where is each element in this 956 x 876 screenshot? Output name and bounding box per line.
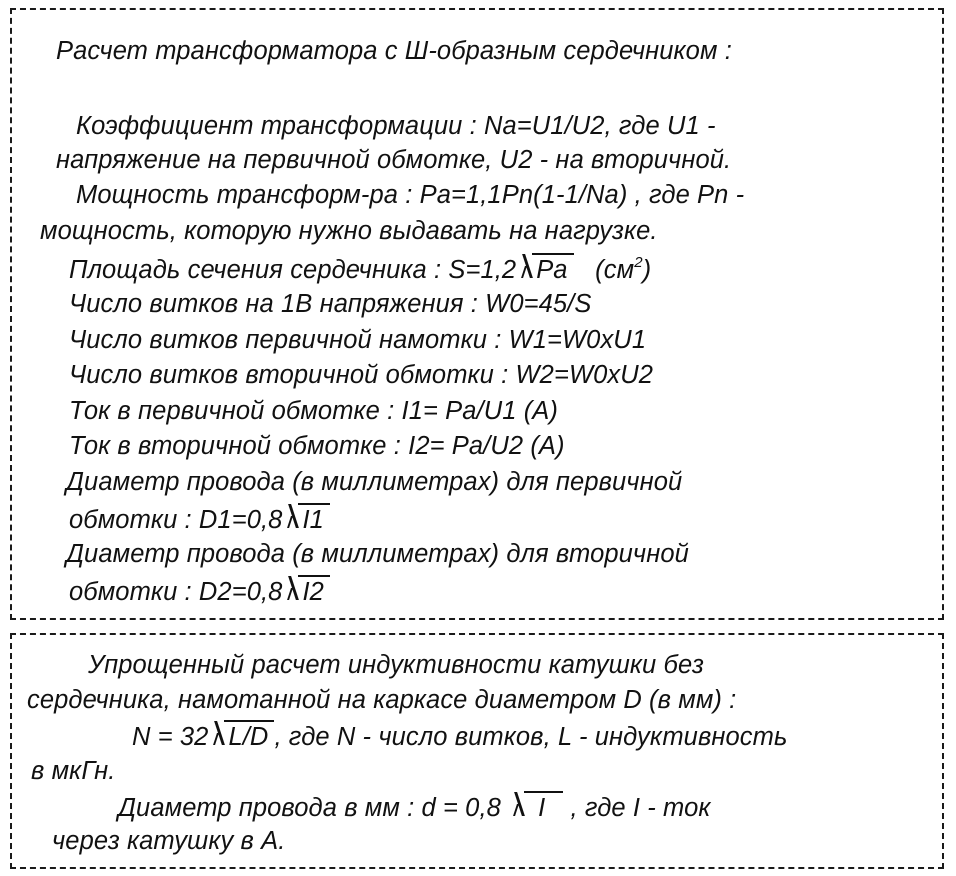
transformer-title: Расчет трансформатора с Ш-образным сердечником : — [56, 37, 732, 65]
text-line: Диаметр провода (в миллиметрах) для вторичной — [66, 540, 689, 568]
d2-formula — [69, 575, 330, 607]
unit-close: ) — [642, 256, 652, 284]
unit: (см — [595, 256, 635, 284]
sqrt-sign — [282, 575, 329, 607]
sqrt-sign — [516, 253, 573, 285]
radicand: L/D — [224, 720, 274, 752]
inductance-formula — [132, 720, 787, 752]
text-line: Число витков на 1В напряжения : W0=45/S — [69, 290, 592, 318]
radicand: I — [524, 791, 563, 823]
formula-suffix: , где I - ток — [563, 794, 711, 822]
wire-formula — [118, 791, 711, 823]
text-line: сердечника, намотанной на каркасе диаметром D (в мм) : — [27, 686, 737, 714]
text-line: Упрощенный расчет индуктивности катушки без — [88, 651, 704, 679]
formula-suffix: , где N - число витков, L - индуктивность — [274, 723, 788, 751]
radicand: I1 — [298, 503, 329, 535]
area-formula — [69, 253, 651, 285]
sqrt-sign — [282, 503, 329, 535]
text-line: в мкГн. — [31, 757, 116, 785]
text-line: Число витков вторичной обмотки : W2=W0xU2 — [69, 361, 654, 389]
text-line: Ток в первичной обмотке : I1= Pa/U1 (A) — [69, 397, 558, 425]
formula-prefix: Диаметр провода в мм : d = 0,8 — [118, 794, 509, 822]
formula-prefix: Площадь сечения сердечника : S=1,2 — [69, 256, 517, 284]
text-line: Мощность трансформ-ра : Pa=1,1Pn(1-1/Na) , где Pn - — [76, 181, 745, 209]
sqrt-sign — [208, 720, 274, 752]
text-line: Диаметр провода (в миллиметрах) для первичной — [66, 468, 683, 496]
text-line: Коэффициент трансформации : Na=U1/U2, где U1 - — [76, 112, 716, 140]
text-line: напряжение на первичной обмотке, U2 - на вторичной. — [56, 146, 732, 174]
radicand: Pa — [532, 253, 573, 285]
text-line: Число витков первичной намотки : W1=W0xU1 — [69, 326, 647, 354]
formula-prefix: обмотки : D1=0,8 — [69, 506, 283, 534]
formula-prefix: обмотки : D2=0,8 — [69, 578, 283, 606]
text-line: Ток в вторичной обмотке : I2= Pa/U2 (A) — [69, 432, 565, 460]
formula-prefix: N = 32 — [132, 723, 209, 751]
exponent: 2 — [634, 253, 643, 271]
d1-formula — [69, 503, 330, 535]
sqrt-sign — [508, 791, 563, 823]
text-line: через катушку в A. — [52, 827, 286, 855]
text-line: мощность, которую нужно выдавать на нагрузке. — [40, 217, 658, 245]
radicand: I2 — [298, 575, 329, 607]
